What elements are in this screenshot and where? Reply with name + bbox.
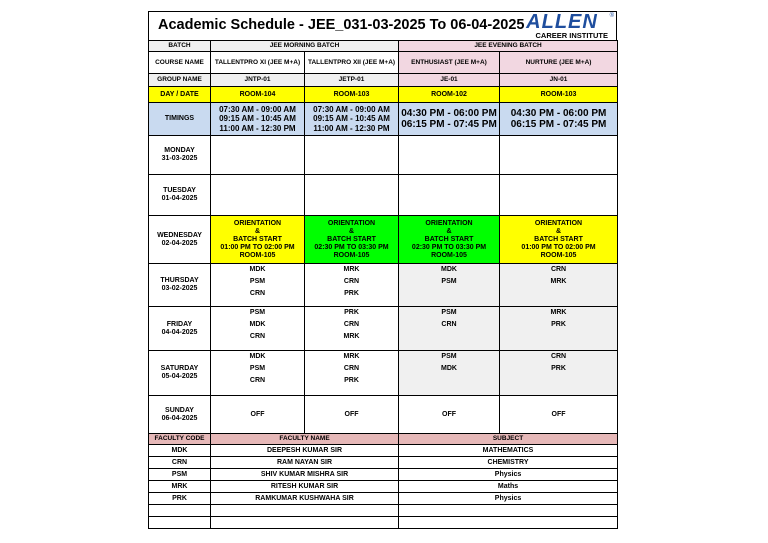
day-row xyxy=(149,216,618,264)
room-cell: ROOM-102 xyxy=(399,87,500,103)
day-name: THURSDAY xyxy=(160,277,199,284)
cell-line: MDK xyxy=(249,321,266,328)
cell-line: & xyxy=(254,227,261,235)
cell-line: OFF xyxy=(344,410,359,418)
faculty-row xyxy=(149,469,618,481)
cell-line: BATCH START xyxy=(327,235,376,243)
day-date-cell xyxy=(149,351,211,396)
schedule-cell xyxy=(211,264,305,307)
cell-line: MRK xyxy=(550,278,567,285)
faculty-row xyxy=(149,457,618,469)
empty-schedule-cell xyxy=(500,136,618,175)
cell-line: ROOM-105 xyxy=(239,251,276,259)
cell-line: ROOM-105 xyxy=(540,251,577,259)
day-date: 02-04-2025 xyxy=(161,239,198,247)
cell-line: ROOM-105 xyxy=(333,251,370,259)
empty-cell xyxy=(149,517,211,529)
group-name-cell: JNTP-01 xyxy=(211,74,305,87)
empty-schedule-cell xyxy=(211,175,305,216)
cell-line: CRN xyxy=(441,321,457,328)
faculty-name-label: FACULTY NAME xyxy=(211,434,399,445)
cell-line: MDK xyxy=(249,353,266,360)
schedule-cell xyxy=(399,396,500,434)
empty-cell xyxy=(211,505,399,517)
cell-line: MRK xyxy=(550,309,567,316)
cell-line: CRN xyxy=(343,278,360,285)
cell-line: & xyxy=(446,227,452,235)
schedule-cell xyxy=(305,264,399,307)
faculty-subject: MATHEMATICS xyxy=(399,445,618,457)
cell-line: 04:30 PM - 06:00 PM xyxy=(510,107,607,119)
cell-line: PRK xyxy=(551,321,566,328)
page-title: Academic Schedule - JEE_031-03-2025 To 06-04-2025 xyxy=(158,17,525,33)
logo-subtitle: CAREER INSTITUTE xyxy=(535,31,608,40)
room-cell: ROOM-104 xyxy=(211,87,305,103)
course-name-cell: NURTURE (JEE M+A) xyxy=(500,52,618,74)
day-name: MONDAY xyxy=(164,147,195,154)
cell-line: 06:15 PM - 07:45 PM xyxy=(401,119,497,130)
cell-line: 07:30 AM - 09:00 AM xyxy=(313,104,390,114)
cell-line: OFF xyxy=(551,410,566,418)
empty-cell xyxy=(399,505,618,517)
course-name-label: COURSE NAME xyxy=(149,52,211,74)
group-name-cell: JETP-01 xyxy=(305,74,399,87)
cell-line: ORIENTATION xyxy=(534,219,583,227)
empty-cell xyxy=(149,505,211,517)
cell-line: BATCH START xyxy=(424,235,474,243)
schedule-cell xyxy=(211,216,305,264)
group-name-cell: JN-01 xyxy=(500,74,618,87)
schedule-cell xyxy=(500,264,618,307)
timing-cell xyxy=(211,103,305,136)
cell-line: MRK xyxy=(343,333,360,340)
cell-line: ORIENTATION xyxy=(233,219,282,227)
faculty-row xyxy=(149,481,618,493)
day-row xyxy=(149,264,618,307)
cell-line: 06:15 PM - 07:45 PM xyxy=(510,119,607,130)
cell-line: CRN xyxy=(343,365,360,372)
allen-logo xyxy=(514,11,614,40)
cell-line: 11:00 AM - 12:30 PM xyxy=(219,123,296,133)
cell-line: CRN xyxy=(249,333,266,340)
empty-cell xyxy=(211,517,399,529)
faculty-code: MDK xyxy=(149,445,211,457)
cell-line: MRK xyxy=(343,353,360,360)
faculty-name: RITESH KUMAR SIR xyxy=(211,481,399,493)
cell-line: PRK xyxy=(344,290,359,297)
cell-line: 01:00 PM TO 02:00 PM xyxy=(521,243,596,251)
cell-line: PSM xyxy=(249,309,266,316)
schedule-cell xyxy=(305,216,399,264)
schedule-cell xyxy=(211,307,305,351)
cell-line: ROOM-105 xyxy=(431,251,467,259)
faculty-name: DEEPESH KUMAR SIR xyxy=(211,445,399,457)
cell-line: ORIENTATION xyxy=(327,219,376,227)
subject-label: SUBJECT xyxy=(399,434,618,445)
cell-line: CRN xyxy=(550,353,567,360)
timing-cell xyxy=(399,103,500,136)
day-date-label: DAY / DATE xyxy=(149,87,211,103)
room-cell: ROOM-103 xyxy=(500,87,618,103)
day-row xyxy=(149,396,618,434)
cell-line: 02:30 PM TO 03:30 PM xyxy=(411,243,487,251)
schedule-cell xyxy=(211,351,305,396)
schedule-cell xyxy=(500,307,618,351)
faculty-name: RAMKUMAR KUSHWAHA SIR xyxy=(211,493,399,505)
day-date-cell xyxy=(149,175,211,216)
cell-line: 02:30 PM TO 03:30 PM xyxy=(314,243,389,251)
faculty-row xyxy=(149,445,618,457)
day-name: WEDNESDAY xyxy=(157,231,202,239)
empty-schedule-cell xyxy=(305,175,399,216)
group-name-label: GROUP NAME xyxy=(149,74,211,87)
sheet-header xyxy=(148,11,617,40)
day-row xyxy=(149,351,618,396)
cell-line: MDK xyxy=(441,365,457,372)
cell-line: CRN xyxy=(343,321,360,328)
schedule-cell xyxy=(500,351,618,396)
schedule-cell xyxy=(305,307,399,351)
schedule-cell xyxy=(305,396,399,434)
empty-schedule-cell xyxy=(399,136,500,175)
room-cell: ROOM-103 xyxy=(305,87,399,103)
schedule-cell xyxy=(399,351,500,396)
cell-line: & xyxy=(555,227,562,235)
cell-line: OFF xyxy=(250,410,265,418)
day-date: 31-03-2025 xyxy=(161,155,198,162)
faculty-subject: Maths xyxy=(399,481,618,493)
cell-line: MDK xyxy=(249,266,266,273)
day-date-cell xyxy=(149,136,211,175)
day-row xyxy=(149,307,618,351)
cell-line: BATCH START xyxy=(534,235,583,243)
cell-line: CRN xyxy=(249,377,266,384)
faculty-header-row xyxy=(149,434,618,445)
empty-schedule-cell xyxy=(211,136,305,175)
faculty-row xyxy=(149,493,618,505)
cell-line: 09:15 AM - 10:45 AM xyxy=(313,114,390,124)
day-date-cell xyxy=(149,396,211,434)
schedule-cell xyxy=(500,396,618,434)
day-date-cell xyxy=(149,307,211,351)
course-name-cell: TALLENTPRO XI (JEE M+A) xyxy=(211,52,305,74)
timing-cell xyxy=(500,103,618,136)
logo-brand: ALLEN xyxy=(526,11,598,33)
cell-line: 09:15 AM - 10:45 AM xyxy=(219,114,296,124)
empty-schedule-cell xyxy=(500,175,618,216)
schedule-cell xyxy=(305,351,399,396)
faculty-code: CRN xyxy=(149,457,211,469)
day-date: 03-02-2025 xyxy=(161,285,198,292)
schedule-cell xyxy=(500,216,618,264)
schedule-cell xyxy=(399,216,500,264)
schedule-cell xyxy=(399,264,500,307)
faculty-subject: Physics xyxy=(399,493,618,505)
empty-faculty-row xyxy=(149,505,618,517)
cell-line: PSM xyxy=(441,353,457,360)
cell-line: CRN xyxy=(550,266,567,273)
faculty-code: PSM xyxy=(149,469,211,481)
day-date-cell xyxy=(149,216,211,264)
faculty-code-label: FACULTY CODE xyxy=(149,434,211,445)
cell-line: CRN xyxy=(249,290,266,297)
cell-line: 04:30 PM - 06:00 PM xyxy=(401,107,497,119)
cell-line: 01:00 PM TO 02:00 PM xyxy=(220,243,295,251)
faculty-name: RAM NAYAN SIR xyxy=(211,457,399,469)
timings-label: TIMINGS xyxy=(149,103,211,136)
faculty-code: MRK xyxy=(149,481,211,493)
day-name: SUNDAY xyxy=(165,406,194,414)
course-name-cell: TALLENTPRO XII (JEE M+A) xyxy=(305,52,399,74)
cell-line: & xyxy=(348,227,355,235)
day-row xyxy=(149,175,618,216)
schedule-sheet xyxy=(148,11,617,529)
cell-line: PRK xyxy=(551,365,566,372)
empty-cell xyxy=(399,517,618,529)
day-date: 04-04-2025 xyxy=(161,328,198,336)
empty-faculty-row xyxy=(149,517,618,529)
faculty-code: PRK xyxy=(149,493,211,505)
cell-line: PSM xyxy=(441,278,457,285)
logo-registered-mark: ® xyxy=(609,13,614,19)
cell-line: 11:00 AM - 12:30 PM xyxy=(313,123,390,133)
cell-line: OFF xyxy=(442,410,457,418)
batch-label: BATCH xyxy=(149,41,211,52)
cell-line: MDK xyxy=(441,266,457,273)
timing-cell xyxy=(305,103,399,136)
day-row xyxy=(149,136,618,175)
cell-line: PRK xyxy=(344,309,359,316)
faculty-subject: Physics xyxy=(399,469,618,481)
day-date-cell xyxy=(149,264,211,307)
faculty-name: SHIV KUMAR MISHRA SIR xyxy=(211,469,399,481)
cell-line: PSM xyxy=(249,278,266,285)
morning-batch-header: JEE MORNING BATCH xyxy=(211,41,399,52)
schedule-cell xyxy=(211,396,305,434)
empty-schedule-cell xyxy=(399,175,500,216)
day-name: SATURDAY xyxy=(160,365,199,372)
cell-line: PSM xyxy=(441,309,457,316)
cell-line: PRK xyxy=(344,377,359,384)
day-date: 01-04-2025 xyxy=(161,195,198,202)
day-name: FRIDAY xyxy=(166,320,193,328)
cell-line: MRK xyxy=(343,266,360,273)
schedule-table xyxy=(148,40,618,529)
day-name: TUESDAY xyxy=(163,187,196,194)
group-name-cell: JE-01 xyxy=(399,74,500,87)
day-date: 05-04-2025 xyxy=(161,373,198,380)
cell-line: BATCH START xyxy=(233,235,282,243)
day-date: 06-04-2025 xyxy=(161,414,198,422)
faculty-subject: CHEMISTRY xyxy=(399,457,618,469)
cell-line: 07:30 AM - 09:00 AM xyxy=(219,104,296,114)
cell-line: ORIENTATION xyxy=(425,219,473,227)
empty-schedule-cell xyxy=(305,136,399,175)
schedule-cell xyxy=(399,307,500,351)
cell-line: PSM xyxy=(249,365,266,372)
course-name-cell: ENTHUSIAST (JEE M+A) xyxy=(399,52,500,74)
evening-batch-header: JEE EVENING BATCH xyxy=(399,41,618,52)
